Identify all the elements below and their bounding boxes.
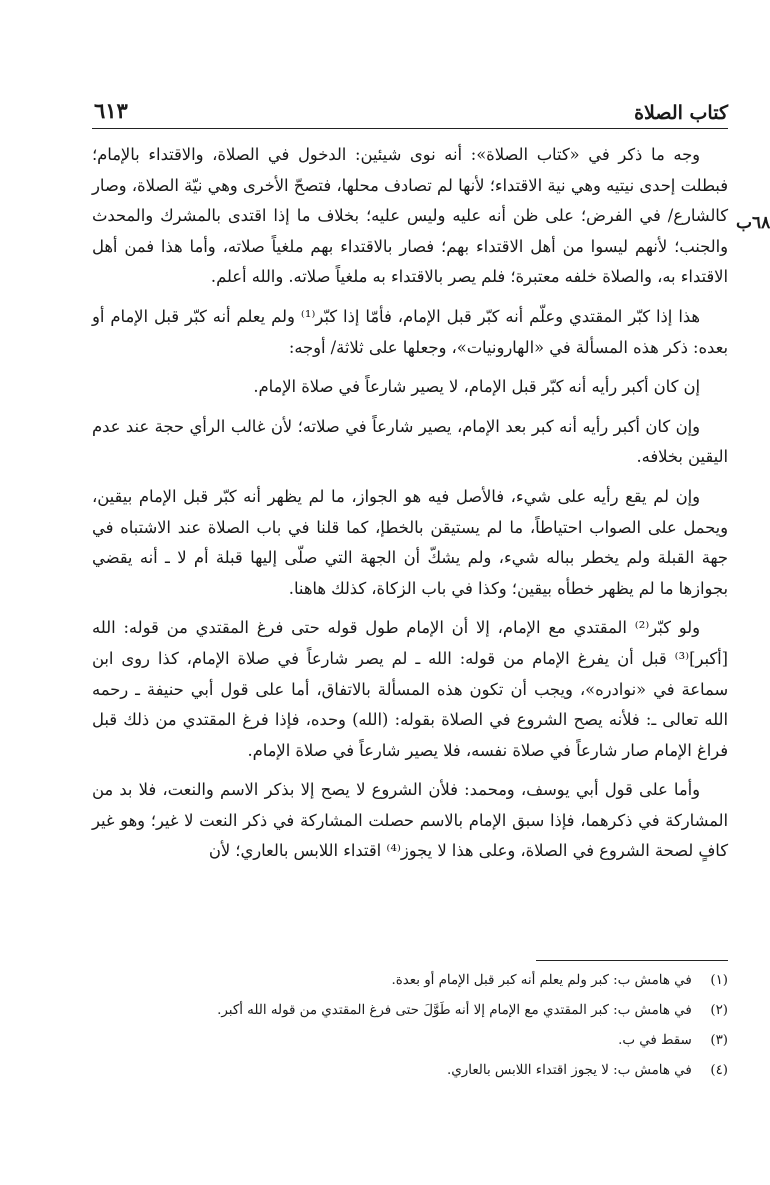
running-title: كتاب الصلاة [634, 102, 728, 124]
paragraph-1: وجه ما ذكر في «كتاب الصلاة»: أنه نوى شيئين: الدخول في الصلاة، والاقتداء بالإمام؛ فبطلت إحدى نيتيه وهي نية الاقتداء؛ لأنها لم تصادف محلها، فتصحّ الأخرى وهي نيّة الصلاة، وصار كالشارع/ في الفرض؛ على ظن أنه عليه وليس عليه؛ بخلاف ما إذا اقتدى بالمشرك والمحدث والجنب؛ لأنهم ليسوا من أهل الاقتداء بهم؛ فصار بالاقتداء بهم ملغياً صلاته، وأما هذا فمن أهل الاقتداء به، والصلاة خلفه معتبرة؛ فلم يصر بالاقتداء به ملغياً صلاته. والله أعلم. [92, 145, 728, 287]
page-number: ٦١٣ [94, 98, 128, 123]
footnote-4 [92, 1056, 728, 1086]
footnote-text: في هامش ب: كبر ولم يعلم أنه كبر قبل الإمام أو بعدة. [391, 973, 692, 988]
paragraph-2: هذا إذا كبّر المقتدي وعلّم أنه كبّر قبل الإمام، فأمّا إذا كبّر⁽¹⁾ ولم يعلم أنه كبّر قبل الإمام أو بعده: ذكر هذه المسألة في «الهارونيات»، وجعلها على ثلاثة/ أوجه: [92, 306, 728, 357]
paragraph-3: إن كان أكبر رأيه أنه كبّر قبل الإمام، لا يصير شارعاً في صلاة الإمام. [253, 377, 700, 397]
paragraph-5: وإن لم يقع رأيه على شيء، فالأصل فيه هو الجواز، ما لم يظهر أنه كبّر قبل الإمام بيقين، ويحمل على الصواب احتياطاً، ما لم يستيقن بالخطإ، كما قلنا في باب الصلاة عند الاشتباه في جهة القبلة ولم يخطر بباله شيء، ولم يشكّ أن الجهة التي صلّى إليها قبلة أم لا ـ أنه يقضي بجوازها ما لم يظهر خطأه بيقين؛ وكذا في باب الزكاة، كذلك هاهنا. [92, 486, 728, 598]
footnote-2 [92, 996, 728, 1026]
footnote-number: (١) [710, 973, 728, 988]
paragraph-4: وإن كان أكبر رأيه أنه كبر بعد الإمام، يصير شارعاً في صلاته؛ لأن غالب الرأي حجة عند عدم اليقين بخلافه. [92, 416, 728, 467]
footnotes [92, 966, 728, 1086]
page-header [92, 94, 728, 129]
paragraph-6: ولو كبّر⁽²⁾ المقتدي مع الإمام، إلا أن الإمام طول قوله حتى فرغ المقتدي من قوله: الله [أكبر]⁽³⁾ قبل أن يفرغ الإمام من قوله: الله ـ لم يصر شارعاً في صلاة الإمام، كذا روى ابن سماعة في «نوادره»، ويجب أن تكون هذه المسألة بالاتفاق، أما على قول أبي حنيفة ـ رحمه الله تعالى ـ: فلأنه يصح الشروع في الصلاة بقوله: (الله) وحده، فإذا فرغ المقتدي من ذلك قبل فراغ الإمام صار شارعاً في صلاة نفسه، فلا يصير شارعاً في صلاة الإمام. [92, 618, 728, 760]
footnote-number: (٢) [710, 1003, 728, 1018]
footnote-number: (٤) [710, 1063, 728, 1078]
paragraph-7: وأما على قول أبي يوسف، ومحمد: فلأن الشروع لا يصح إلا بذكر الاسم والنعت، فلا بد من المشاركة في ذكرهما، فإذا سبق الإمام بالاسم حصلت المشاركة في ذكر النعت لا غير؛ وهو غير كافٍ لصحة الشروع في الصلاة، وعلى هذا لا يجوز⁽⁴⁾ اقتداء اللابس بالعاري؛ لأن [92, 780, 728, 861]
manuscript-folio-marker: ٦٨ب [736, 213, 770, 233]
footnote-3 [92, 1026, 728, 1056]
main-text [92, 140, 728, 876]
footnote-number: (٣) [710, 1033, 728, 1048]
footnote-text: سقط في ب. [618, 1033, 692, 1048]
footnote-1 [92, 966, 728, 996]
footnote-separator [536, 960, 728, 961]
footnote-text: في هامش ب: لا يجوز اقتداء اللابس بالعاري. [447, 1063, 692, 1078]
footnote-text: في هامش ب: كبر المقتدي مع الإمام إلا أنه طَوَّلَ حتى فرغ المقتدي من قوله الله أكبر. [217, 1003, 692, 1018]
